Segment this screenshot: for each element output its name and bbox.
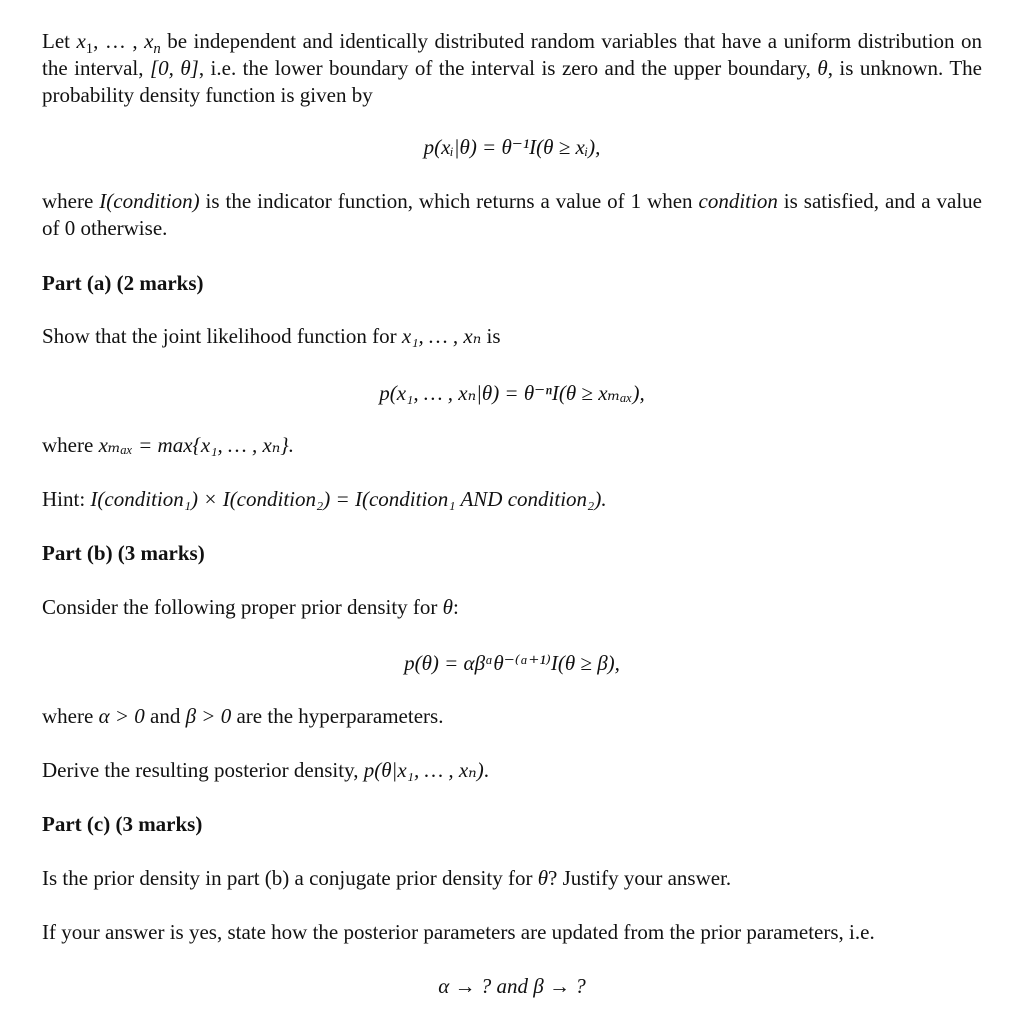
text: are the hyperparameters. [231, 704, 444, 728]
text: where [42, 189, 100, 213]
hint-label: Hint: [42, 487, 91, 511]
text: Consider the following proper prior density for [42, 595, 443, 619]
text: is the indicator function, which returns a value of 1 when [199, 189, 699, 213]
math-indicator: I(condition) [99, 189, 200, 213]
math-max-def: = max{x₁, … , xₙ}. [132, 433, 294, 457]
text: where [42, 433, 99, 457]
text: , i.e. the lower boundary of the interval is zero and the upper boundary, [198, 56, 818, 80]
text: and [144, 704, 186, 728]
math-sub: 1 [85, 41, 94, 58]
part-b-heading: Part (b) (3 marks) [42, 541, 205, 565]
math-theta: θ [442, 595, 453, 619]
math-dots: , … , [93, 29, 145, 53]
math-theta: θ [537, 866, 549, 890]
text: Derive the resulting posterior density, [42, 758, 364, 782]
math-posterior: p(θ|x₁, … , xₙ) [363, 758, 484, 782]
text: Is the prior density in part (b) a conjugate prior density for [42, 866, 538, 890]
math-xmax: xₘₐₓ [98, 433, 133, 457]
math-var: x [144, 29, 154, 53]
indicator-paragraph [42, 188, 982, 242]
text: ? Justify your answer. [548, 866, 732, 890]
math-vars: x₁, … , xₙ [401, 324, 482, 348]
text: is satisfied, and a value of 0 otherwise. [42, 189, 982, 240]
math-interval: [0, θ] [149, 56, 199, 80]
text: : [453, 595, 459, 619]
text: be independent and identically distributed random variables that have a uniform distribution on the interval, [42, 29, 983, 80]
equation-likelihood: p(x₁, … , xₙ|θ) = θ⁻ⁿI(θ ≥ xₘₐₓ), [379, 381, 645, 405]
part-c-question-1 [42, 865, 982, 892]
part-b-where [42, 703, 982, 730]
text: Let [42, 29, 77, 53]
text: Show that the joint likelihood function for [42, 324, 402, 348]
math-alpha-cond: α > 0 [98, 704, 145, 728]
equation-pdf: p(xᵢ|θ) = θ⁻¹I(θ ≥ xᵢ), [423, 135, 601, 159]
part-a-where [42, 432, 982, 459]
equation-update: α → ? and β → ? [438, 974, 586, 998]
part-c-heading: Part (c) (3 marks) [42, 812, 203, 836]
intro-paragraph [42, 28, 982, 109]
equation-prior: p(θ) = αβᵅθ⁻⁽ᵅ⁺¹⁾I(θ ≥ β), [404, 651, 620, 675]
math-theta: θ [817, 56, 828, 80]
part-a-text [42, 323, 982, 350]
part-b-text [42, 594, 982, 621]
math-condition: condition [698, 189, 778, 213]
part-a-hint [42, 486, 982, 513]
part-a-heading: Part (a) (2 marks) [42, 271, 204, 295]
text: where [42, 704, 99, 728]
math-beta-cond: β > 0 [185, 704, 232, 728]
part-c-question-2: If your answer is yes, state how the posterior parameters are updated from the prior parameters, i.e. [42, 920, 875, 944]
text: , is unknown. The probability density function is given by [42, 56, 982, 107]
math-sub: n [153, 41, 161, 58]
text: is [481, 324, 501, 348]
math-hint: I(condition₁) × I(condition₂) = I(condition₁ AND condition₂). [90, 487, 607, 511]
part-b-derive [42, 757, 982, 784]
math-var: x [76, 29, 86, 53]
text: . [483, 758, 489, 782]
